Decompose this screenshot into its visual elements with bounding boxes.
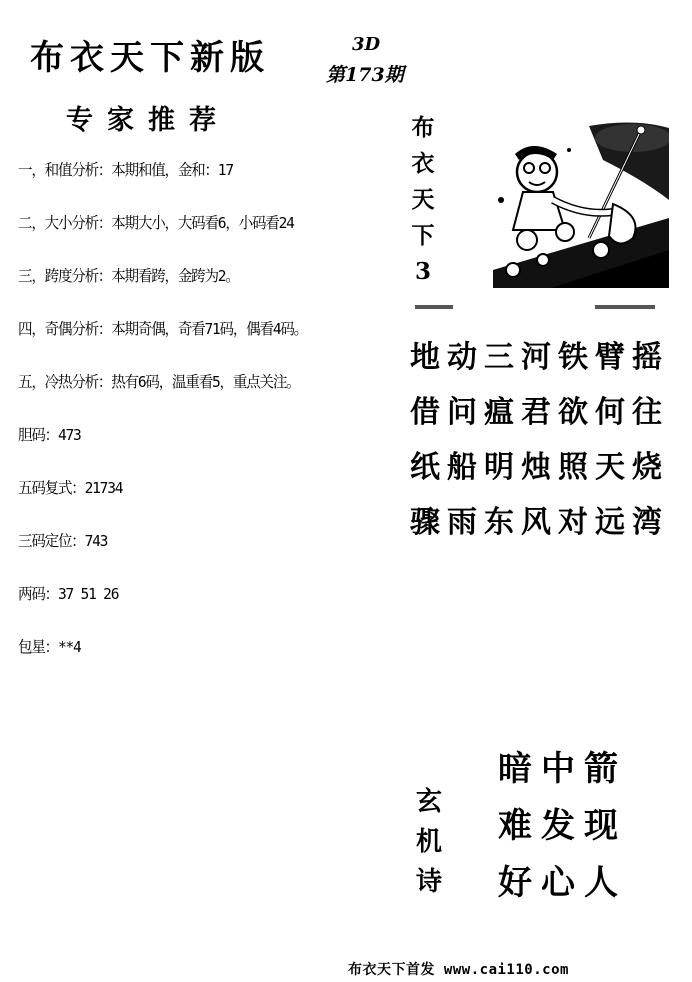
riddle-line: 暗中箭 bbox=[498, 749, 627, 789]
vertical-title-char: 衣 bbox=[411, 150, 435, 177]
vertical-title-char: 天 bbox=[411, 186, 435, 213]
poem-line: 借问瘟君欲何往 bbox=[410, 395, 669, 430]
analysis-line-three: 三码定位：743 bbox=[18, 532, 108, 550]
poem-line: 纸船明烛照天烧 bbox=[410, 450, 669, 485]
xuanji-char: 玄 bbox=[415, 787, 442, 817]
vertical-title-char: 3 bbox=[414, 258, 431, 285]
divider-marks bbox=[405, 303, 670, 311]
xuanji-char: 机 bbox=[415, 827, 442, 857]
analysis-line-five: 五码复式：21734 bbox=[18, 479, 123, 497]
issue-stamp bbox=[326, 34, 404, 94]
vertical-title bbox=[405, 110, 441, 290]
analysis-line-two: 两码：37 51 26 bbox=[18, 585, 119, 603]
analysis-line-size: 二，大小分析：本期大小，大码看6，小码看24 bbox=[18, 214, 294, 232]
poem-line: 骤雨东风对远湾 bbox=[410, 505, 669, 540]
page-title: 布衣天下新版 bbox=[30, 38, 270, 78]
cartoon-icon bbox=[493, 120, 669, 288]
xuanji-label bbox=[412, 782, 446, 902]
cartoon-illustration bbox=[493, 120, 669, 288]
analysis-line-star: 包星：**4 bbox=[18, 638, 81, 656]
issue-period: 第173期 bbox=[326, 64, 404, 86]
analysis-line-span: 三，跨度分析：本期看跨，金跨为2。 bbox=[18, 267, 239, 285]
analysis-line-dan: 胆码：473 bbox=[18, 426, 81, 444]
riddle-line: 好心人 bbox=[498, 863, 627, 903]
lottery-type: 3D bbox=[352, 34, 381, 55]
analysis-line-hotcold: 五，冷热分析：热有6码，温重看5，重点关注。 bbox=[18, 373, 300, 391]
analysis-line-sum: 一，和值分析：本期和值，金和：17 bbox=[18, 161, 233, 179]
poem-block bbox=[410, 332, 672, 552]
divider-strip bbox=[405, 296, 670, 304]
vertical-title-char: 下 bbox=[411, 222, 435, 249]
xuanji-char: 诗 bbox=[415, 867, 442, 897]
footer-source: 布衣天下首发 www.cai110.com bbox=[348, 962, 569, 978]
vertical-title-char: 布 bbox=[411, 114, 435, 141]
riddle-block bbox=[498, 741, 658, 912]
section-subtitle: 专家推荐 bbox=[66, 105, 230, 136]
riddle-line: 难发现 bbox=[498, 806, 627, 846]
analysis-line-parity: 四，奇偶分析：本期奇偶，奇看71码，偶看4码。 bbox=[18, 320, 308, 338]
analysis-list bbox=[18, 158, 338, 688]
poem-line: 地动三河铁臂摇 bbox=[410, 340, 669, 375]
